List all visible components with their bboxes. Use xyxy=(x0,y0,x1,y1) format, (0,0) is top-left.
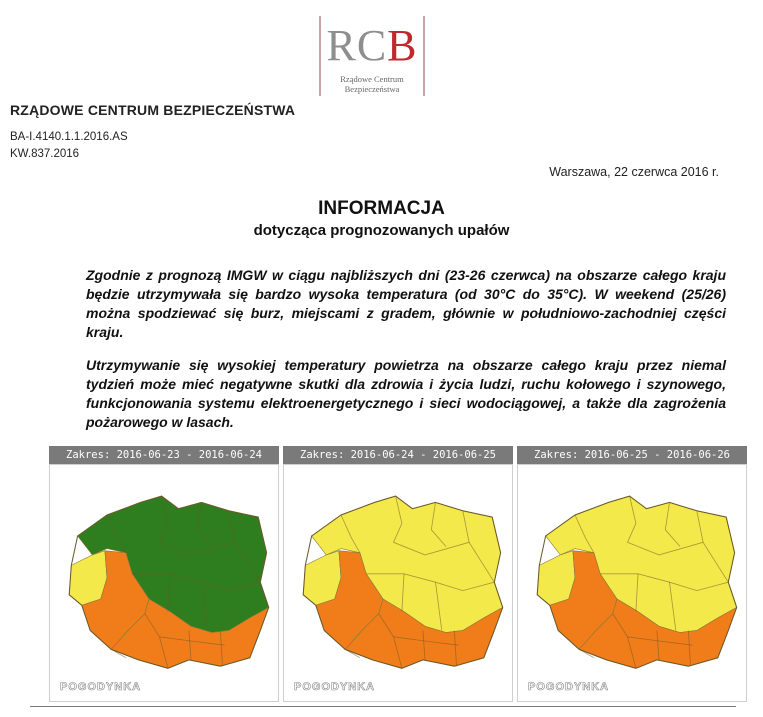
map-frame xyxy=(517,464,747,702)
forecast-map-panel-2 xyxy=(283,446,513,702)
poland-map-3 xyxy=(520,467,744,699)
pogodynka-logo: POGODYNKA xyxy=(294,681,376,693)
paragraph-forecast: Zgodnie z prognozą IMGW w ciągu najbliższych dni (23-26 czerwca) na obszarze całego kraju będzie utrzymywała się bardzo wysoka temperatura (od 30°C do 35°C). W weekend (25/26) można spodziewać się burz, miejscami z gradem, głównie w południowo-zachodniej części kraju. xyxy=(86,267,726,340)
logo-subtitle: Rządowe Centrum Bezpieczeństwa xyxy=(340,74,404,94)
map-range-label: Zakres: 2016-06-24 - 2016-06-25 xyxy=(283,446,513,464)
document-date: Warszawa, 22 czerwca 2016 r. xyxy=(549,165,719,179)
reference-number: BA-I.4140.1.1.2016.AS xyxy=(10,131,128,143)
footer-divider xyxy=(30,706,736,707)
map-frame xyxy=(49,464,279,702)
forecast-map-panel-1 xyxy=(49,446,279,702)
document-title: INFORMACJA xyxy=(318,198,445,219)
document-subtitle: dotycząca prognozowanych upałów xyxy=(253,222,510,239)
map-range-label: Zakres: 2016-06-25 - 2016-06-26 xyxy=(517,446,747,464)
poland-map-2 xyxy=(286,467,510,699)
map-range-label: Zakres: 2016-06-23 - 2016-06-24 xyxy=(49,446,279,464)
logo-mark: RCB xyxy=(326,21,418,70)
rcb-logo xyxy=(319,16,425,96)
paragraph-risks: Utrzymywanie się wysokiej temperatury powietrza na obszarze całego kraju przez niemal tydzień może mieć negatywne skutki dla zdrowia i życia ludzi, ruchu kołowego i szynowego, funkcjonowania systemu elektroenergetycznego i sieci wodociągowej, a także dla zagrożenia pożarowego w lasach. xyxy=(86,357,726,430)
case-number: KW.837.2016 xyxy=(10,148,80,160)
poland-map-1 xyxy=(52,467,276,699)
organization-name: RZĄDOWE CENTRUM BEZPIECZEŃSTWA xyxy=(10,102,296,118)
forecast-map-panel-3 xyxy=(517,446,747,702)
map-frame xyxy=(283,464,513,702)
pogodynka-logo: POGODYNKA xyxy=(528,681,610,693)
pogodynka-logo: POGODYNKA xyxy=(60,681,142,693)
